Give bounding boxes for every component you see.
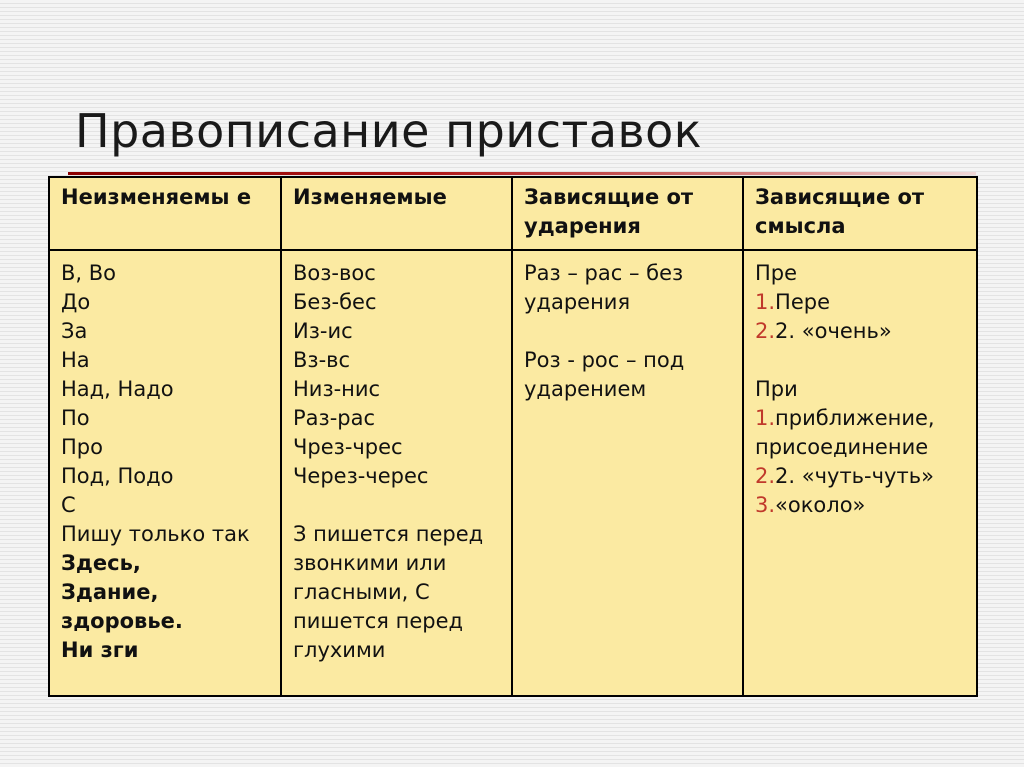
list-item: Без-бес [293, 290, 377, 314]
list-item: Раз-рас [293, 406, 376, 430]
prefix-pre-heading: Пре [755, 261, 798, 285]
list-item: Под, Подо [61, 464, 174, 488]
list-item: 1.приближение, присоединение [755, 406, 935, 459]
list-item: 2.2. «чуть-чуть» [755, 464, 934, 488]
list-item: 3.«около» [755, 493, 866, 517]
cell-meaning-dependent [743, 250, 977, 696]
list-item: Про [61, 435, 103, 459]
slide-title: Правописание приставок [75, 104, 703, 158]
exception-word: Здесь, [61, 551, 141, 575]
list-item: Чрез-чрес [293, 435, 403, 459]
prefix-pri-heading: При [755, 377, 798, 401]
exception-word: здоровье. [61, 609, 183, 633]
list-item: Через-черес [293, 464, 429, 488]
list-item: Из-ис [293, 319, 353, 343]
list-item: 2.2. «очень» [755, 319, 892, 343]
list-item: Низ-нис [293, 377, 381, 401]
rule-unstressed: Раз – рас – без ударения [524, 261, 684, 314]
list-item: До [61, 290, 91, 314]
list-item: В, Во [61, 261, 117, 285]
prefix-rules-table [48, 176, 978, 697]
header-changeable: Изменяемые [281, 177, 512, 250]
cell-unchangeable [49, 250, 281, 696]
list-item: 1.Пере [755, 290, 831, 314]
list-item: Пишу только так [61, 522, 250, 546]
rule-stressed: Роз - рос – под ударением [524, 348, 685, 401]
list-item: Воз-вос [293, 261, 376, 285]
header-stress-dependent: Зависящие от ударения [512, 177, 743, 250]
header-meaning-dependent: Зависящие от смысла [743, 177, 977, 250]
list-item: По [61, 406, 90, 430]
table-header-row [49, 177, 977, 250]
table-body-row [49, 250, 977, 696]
header-unchangeable: Неизменяемы е [49, 177, 281, 250]
list-item: Вз-вс [293, 348, 351, 372]
title-underline [68, 172, 976, 175]
exception-word: Ни зги [61, 638, 139, 662]
spacer [524, 317, 732, 346]
cell-changeable [281, 250, 512, 696]
list-item: С [61, 493, 76, 517]
list-item: Над, Надо [61, 377, 174, 401]
list-item: За [61, 319, 88, 343]
rule-note: З пишется перед звонкими или гласными, С пишется перед глухими [293, 522, 484, 662]
spacer [755, 346, 966, 375]
exception-word: Здание, [61, 580, 159, 604]
spacer [293, 491, 501, 520]
cell-stress-dependent [512, 250, 743, 696]
list-item: На [61, 348, 90, 372]
